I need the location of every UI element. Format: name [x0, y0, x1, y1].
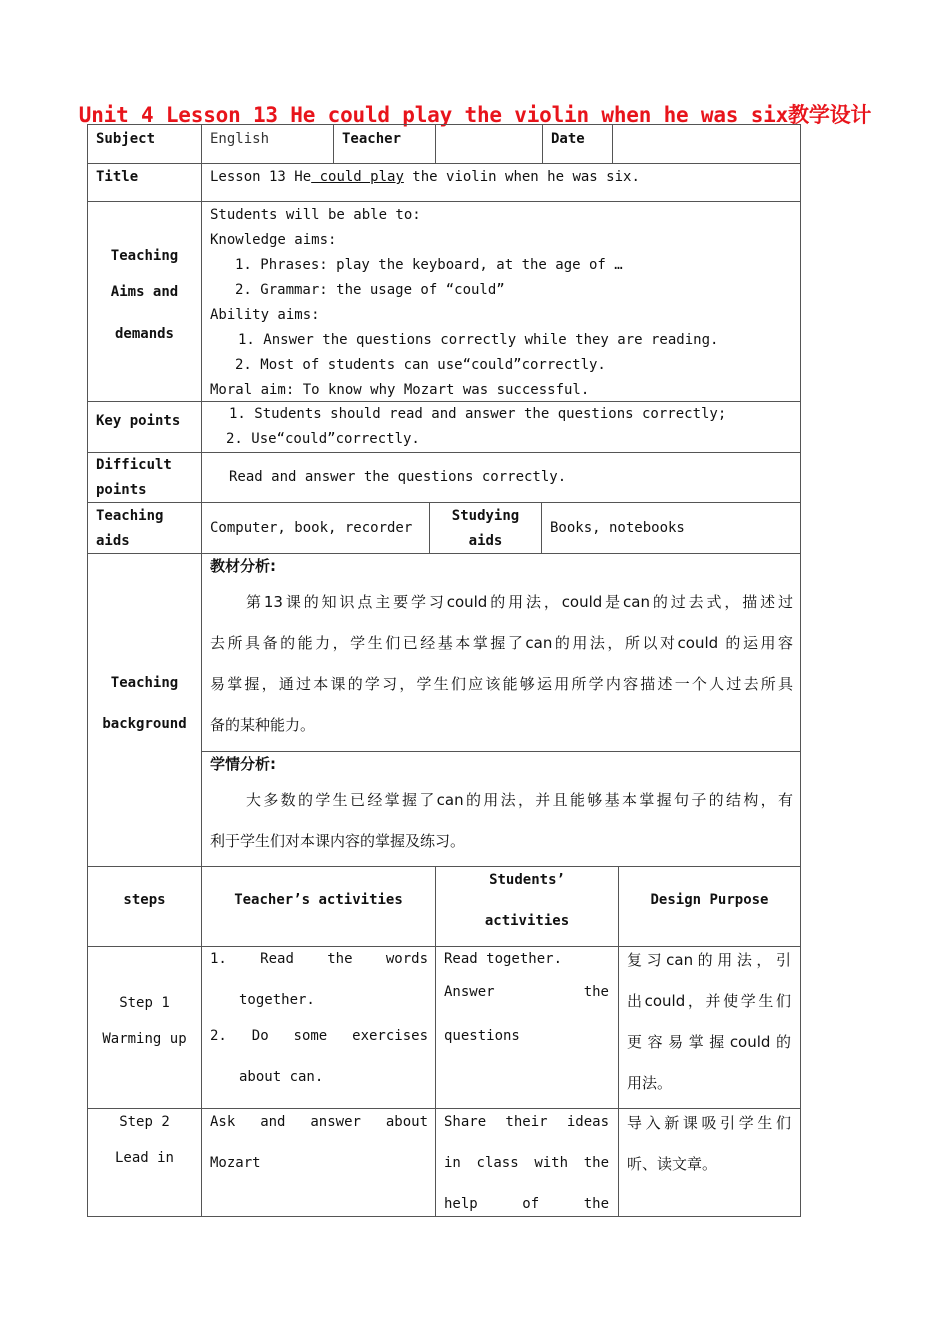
step2-students-line: in class with the	[444, 1155, 609, 1171]
step1-purpose-cell	[618, 946, 801, 1109]
student-analysis-line: 大多数的学生已经掌握了can的用法，并且能够基本掌握句子的结构，有	[246, 791, 793, 809]
steps-header: steps	[123, 892, 166, 908]
material-analysis-heading: 教材分析:	[210, 557, 276, 575]
step1-purpose-line: 更容易掌握could的	[627, 1033, 791, 1051]
lesson-title-prefix: Lesson 13 He	[210, 169, 312, 185]
step2-students-line: Share their ideas	[444, 1114, 609, 1130]
step2-teacher-line: Mozart	[210, 1155, 261, 1171]
teaching-aids-value-cell	[201, 502, 430, 554]
key-points-content-cell	[201, 401, 801, 453]
step2-label-line: Step 2	[119, 1114, 170, 1130]
step1-students-line: Answer the	[444, 984, 609, 1000]
design-purpose-header-cell	[618, 866, 801, 947]
difficult-points-label-cell	[87, 452, 202, 503]
student-analysis-line: 利于学生们对本课内容的掌握及练习。	[210, 832, 466, 850]
key-points-label-cell	[87, 401, 202, 453]
studying-aids-label-line: aids	[468, 533, 503, 549]
lesson-title-underlined: could play	[311, 169, 404, 185]
key-point-item: 2. Use“could”correctly.	[226, 431, 420, 447]
document-title-suffix: 教学设计	[788, 103, 872, 127]
difficult-points-label-line: Difficult	[96, 457, 172, 473]
document-title-text: Unit 4 Lesson 13 He could play the violin when he was six	[78, 103, 789, 127]
step1-purpose-line: 出could，并使学生们	[627, 992, 791, 1010]
design-purpose-header: Design Purpose	[650, 892, 769, 908]
step2-purpose-cell	[618, 1108, 801, 1217]
difficult-points-label-line: points	[96, 482, 147, 498]
teacher-label: Teacher	[342, 131, 402, 147]
teaching-aids-label-cell	[87, 502, 202, 554]
material-analysis-line: 第13课的知识点主要学习could的用法，could是can的过去式，描述过	[246, 593, 793, 611]
title-value-cell	[201, 163, 801, 202]
title-label: Title	[96, 169, 139, 185]
step1-teacher-line: 2. Do some exercises	[210, 1028, 428, 1044]
material-analysis-cell	[201, 553, 801, 752]
teacher-activities-header-cell	[201, 866, 436, 947]
lesson-title	[210, 165, 640, 190]
date-value-cell	[612, 124, 801, 164]
student-analysis-heading: 学情分析:	[210, 755, 276, 773]
step1-purpose-line: 用法。	[627, 1074, 673, 1092]
background-label-cell	[87, 553, 202, 867]
studying-aids-value-cell	[541, 502, 801, 554]
date-label: Date	[551, 131, 585, 147]
key-points-label: Key points	[96, 413, 181, 429]
background-label-line: Teaching	[110, 675, 179, 691]
aims-item: 1. Answer the questions correctly while they are reading.	[238, 332, 719, 348]
date-label-cell	[542, 124, 613, 164]
step1-teacher-line: 1. Read the words	[210, 951, 428, 967]
teaching-aids-label-line: Teaching	[96, 508, 164, 524]
background-label-line: background	[102, 716, 187, 732]
aims-label-cell	[87, 201, 202, 402]
teacher-label-cell	[333, 124, 436, 164]
step1-students-line: questions	[444, 1028, 520, 1044]
aims-content-cell	[201, 201, 801, 402]
step1-label-line: Step 1	[119, 995, 170, 1011]
students-activities-header-line: activities	[484, 913, 570, 929]
moral-aim: Moral aim: To know why Mozart was successful.	[210, 382, 590, 398]
lesson-title-suffix: the violin when he was six.	[403, 169, 640, 185]
step1-teacher-line: about can.	[239, 1069, 324, 1085]
step2-teacher-line: Ask and answer about	[210, 1114, 428, 1130]
step1-students-line: Read together.	[444, 951, 563, 967]
step1-label-cell	[87, 946, 202, 1109]
aims-item: 2. Grammar: the usage of “could”	[235, 282, 505, 298]
teaching-aids-label-line: aids	[96, 533, 130, 549]
step2-label-cell	[87, 1108, 202, 1217]
subject-value-cell	[201, 124, 334, 164]
aims-item: 2. Most of students can use“could”correctly.	[235, 357, 606, 373]
subject-value: English	[210, 131, 270, 147]
step2-purpose-line: 听、读文章。	[627, 1155, 718, 1173]
aims-label-line: demands	[114, 326, 174, 342]
knowledge-aims-heading: Knowledge aims:	[210, 232, 337, 248]
aims-item: 1. Phrases: play the keyboard, at the age of …	[235, 257, 623, 273]
teaching-aids-value: Computer, book, recorder	[210, 520, 413, 536]
teacher-activities-header: Teacher’s activities	[234, 892, 403, 908]
subject-label: Subject	[96, 131, 156, 147]
aims-label-line: Teaching	[110, 248, 179, 264]
key-point-item: 1. Students should read and answer the questions correctly;	[229, 406, 727, 422]
step1-students-cell	[435, 946, 619, 1109]
students-activities-header-line: Students’	[489, 872, 565, 888]
step1-teacher-cell	[201, 946, 436, 1109]
step1-teacher-line: together.	[239, 992, 315, 1008]
material-analysis-line: 易掌握，通过本课的学习，学生们应该能够运用所学内容描述一个人过去所具	[210, 675, 793, 693]
aims-label-line: Aims and	[110, 284, 179, 300]
step2-students-line: help of the	[444, 1196, 609, 1212]
teacher-value-cell	[435, 124, 543, 164]
step2-label-line: Lead in	[114, 1150, 174, 1166]
student-analysis-cell	[201, 751, 801, 867]
step1-label-line: Warming up	[102, 1031, 187, 1047]
difficult-points-content-cell	[201, 452, 801, 503]
title-label-cell	[87, 163, 202, 202]
material-analysis-line: 去所具备的能力，学生们已经基本掌握了can的用法，所以对could 的运用容	[210, 634, 793, 652]
studying-aids-label-line: Studying	[451, 508, 520, 524]
steps-header-cell	[87, 866, 202, 947]
ability-aims-heading: Ability aims:	[210, 307, 320, 323]
step2-purpose-line: 导入新课吸引学生们	[627, 1114, 791, 1132]
step2-teacher-cell	[201, 1108, 436, 1217]
difficult-points-text: Read and answer the questions correctly.	[229, 469, 567, 485]
studying-aids-label-cell	[429, 502, 542, 554]
subject-label-cell	[87, 124, 202, 164]
step1-purpose-line: 复习can的用法，引	[627, 951, 791, 969]
aims-intro: Students will be able to:	[210, 207, 421, 223]
studying-aids-value: Books, notebooks	[550, 520, 685, 536]
material-analysis-line: 备的某种能力。	[210, 716, 316, 734]
students-activities-header-cell	[435, 866, 619, 947]
step2-students-cell	[435, 1108, 619, 1217]
